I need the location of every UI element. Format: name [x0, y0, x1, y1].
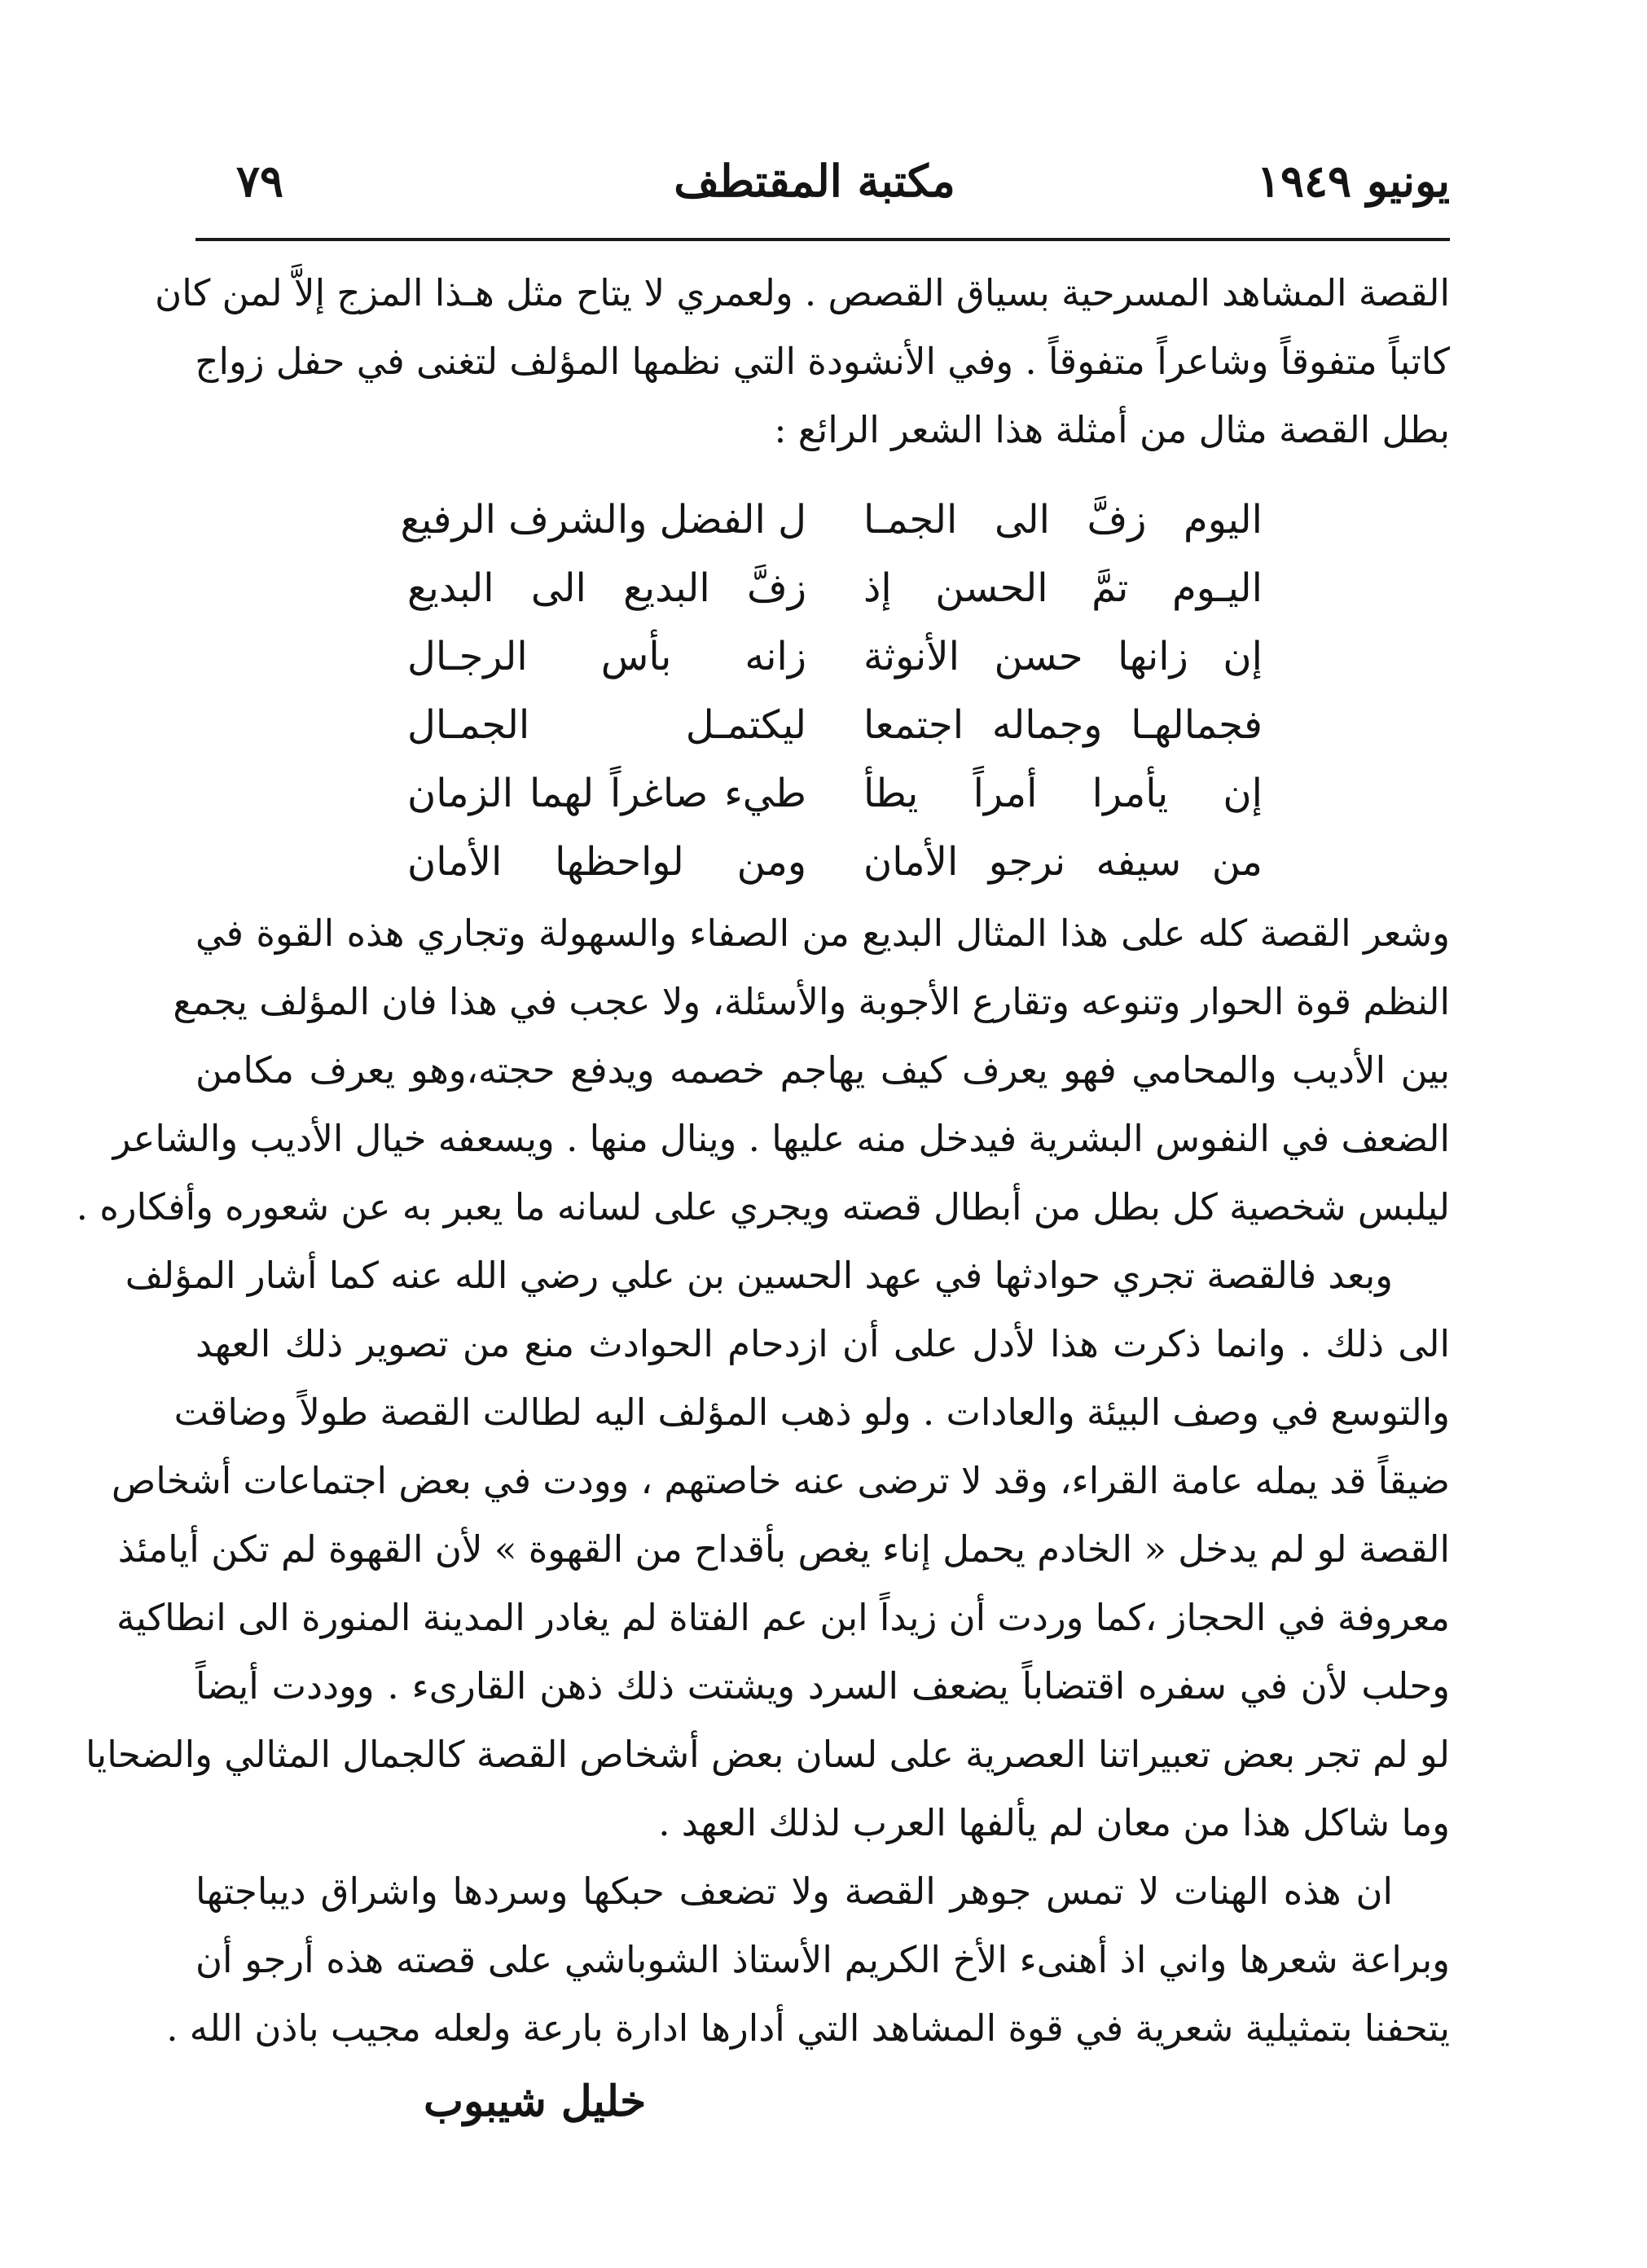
text-line: ان هذه الهنات لا تمس جوهر القصة ولا تضعف حبكها وسردها واشراق ديباجتها	[195, 1870, 1393, 1913]
page-number: ٧٩	[236, 155, 284, 207]
poem-verse	[383, 828, 1263, 896]
body-paragraph-1	[76, 899, 1450, 1242]
text-line: ضيقاً قد يمله عامة القراء، وقد لا ترضى عنه خاصتهم ، وودت في بعض اجتماعات أشخاص	[111, 1459, 1450, 1502]
poem-verse	[383, 622, 1263, 691]
closing-paragraph	[166, 1857, 1450, 2063]
poem-hemistich: إن يأمرا أمراً يطأ	[863, 771, 1263, 816]
text-line: معروفة في الحجاز ،كما وردت أن زيداً ابن عم الفتاة لم يغادر المدينة المنورة الى انطاكية	[116, 1596, 1450, 1639]
text-line: والتوسع في وصف البيئة والعادات . ولو ذهب المؤلف اليه لطالت القصة طولاً وضاقت	[173, 1391, 1450, 1434]
text-line: وبعد فالقصة تجري حوادثها في عهد الحسين بن علي رضي الله عنه كما أشار المؤلف	[125, 1254, 1393, 1297]
text-line: بين الأديب والمحامي فهو يعرف كيف يهاجم خصمه ويدفع حجته،وهو يعرف مكامن	[195, 1048, 1450, 1092]
text-line: لو لم تجر بعض تعبيراتنا العصرية على لسان بعض أشخاص القصة كالجمال المثالي والضحايا	[85, 1733, 1450, 1776]
text-line: كاتباً متفوقاً وشاعراً متفوقاً . وفي الأنشودة التي نظمها المؤلف لتغنى في حفل زواج	[195, 340, 1450, 383]
text-line: الى ذلك . وانما ذكرت هذا لأدل على أن ازدحام الحوادث منع من تصوير ذلك العهد	[195, 1322, 1450, 1365]
text-line: وحلب لأن في سفره اقتضاباً يضعف السرد ويشتت ذلك ذهن القارىء . ووددت أيضاً	[195, 1664, 1450, 1708]
journal-section-title: مكتبة المقتطف	[674, 155, 955, 207]
text-line: النظم قوة الحوار وتنوعه وتقارع الأجوبة والأسئلة، ولا عجب في هذا فان المؤلف يجمع	[173, 980, 1450, 1023]
text-line: الضعف في النفوس البشرية فيدخل منه عليها . وينال منها . ويسعفه خيال الأديب والشاعر	[112, 1117, 1450, 1160]
poem-verse	[383, 554, 1263, 622]
poem-hemistich: ومن لواحظها الأمان	[407, 839, 806, 885]
text-line: ليلبس شخصية كل بطل من أبطال قصته ويجري على لسانه ما يعبر به عن شعوره وأفكاره .	[76, 1185, 1450, 1228]
page-header	[179, 148, 1450, 222]
text-line: وشعر القصة كله على هذا المثال البديع من الصفاء والسهولة وتجاري هذه القوة في	[195, 912, 1450, 955]
poem	[383, 486, 1263, 896]
text-line: القصة المشاهد المسرحية بسياق القصص . ولعمري لا يتاح مثل هـذا المزج إلاَّ لمن كان	[155, 271, 1450, 314]
poem-verse	[383, 759, 1263, 828]
body-paragraph-2	[85, 1242, 1450, 1857]
poem-hemistich: طيء صاغراً لهما الزمان	[407, 771, 806, 816]
intro-paragraph	[155, 259, 1450, 464]
poem-hemistich: ل الفضل والشرف الرفيع	[400, 497, 806, 543]
poem-hemistich: فجمالهـا وجماله اجتمعا	[863, 702, 1263, 748]
poem-hemistich: اليـوم تمَّ الحسن إذ	[863, 565, 1263, 611]
text-line: بطل القصة مثال من أمثلة هذا الشعر الرائع :	[774, 408, 1450, 451]
poem-hemistich: اليوم زفَّ الى الجمـا	[863, 497, 1263, 543]
poem-hemistich: زانه بأس الرجـال	[407, 634, 806, 679]
poem-verse	[383, 486, 1263, 554]
author-signature: خليل شيبوب	[424, 2077, 647, 2126]
text-line: القصة لو لم يدخل « الخادم يحمل إناء يغص بأقداح من القهوة » لأن القهوة لم تكن أيامئذ	[117, 1527, 1450, 1571]
text-line: وما شاكل هذا من معان لم يألفها العرب لذلك العهد .	[658, 1801, 1450, 1844]
poem-hemistich: زفَّ البديع الى البديع	[407, 565, 806, 611]
text-line: يتحفنا بتمثيلية شعرية في قوة المشاهد التي أدارها ادارة بارعة ولعله مجيب باذن الله .	[166, 2006, 1450, 2050]
poem-hemistich: من سيفه نرجو الأمان	[863, 839, 1263, 885]
issue-date: يونيو ١٩٤٩	[1257, 155, 1450, 207]
poem-verse	[383, 691, 1263, 759]
poem-hemistich: ليكتمـل الجمـال	[407, 702, 806, 748]
header-rule	[195, 238, 1450, 241]
poem-hemistich: إن زانها حسن الأنوثة	[863, 634, 1263, 679]
text-line: وبراعة شعرها واني اذ أهنىء الأخ الكريم الأستاذ الشوباشي على قصته هذه أرجو أن	[195, 1938, 1450, 1981]
